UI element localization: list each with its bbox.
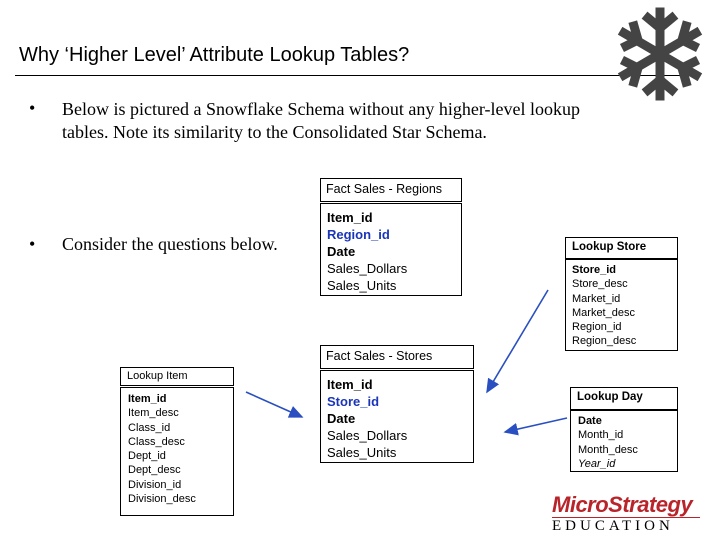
field-market-desc: Market_desc [572,306,635,319]
arrow-item-to-stores [246,392,302,417]
fact-regions-title: Fact Sales - Regions [320,178,462,202]
field-region-id: Region_id [572,321,622,334]
field-store-id: Store_id [327,394,380,409]
field-date: Date [327,411,356,426]
fact-stores-title: Fact Sales - Stores [320,345,474,369]
bullet-marker: • [29,98,36,118]
arrow-store-to-stores [487,290,548,392]
bullet-line: Below is pictured a Snowflake Schema without any higher-level lookup [62,99,581,119]
field-sales-units: Sales_Units [327,445,397,460]
field-sales-units: Sales_Units [327,278,397,293]
logo-brand: MicroStrategy [552,492,693,517]
field-division-desc: Division_desc [128,493,196,506]
field-region-id: Region_id [327,227,390,242]
lookup-item-title: Lookup Item [120,367,234,386]
field-store-id: Store_id [572,264,617,276]
field-date: Date [578,415,602,427]
field-year-id: Year_id [578,457,616,470]
logo-tagline: EDUCATION [552,518,674,534]
field-region-desc: Region_desc [572,335,637,348]
field-dept-id: Dept_id [128,450,166,463]
slide-title: Why ‘Higher Level’ Attribute Lookup Tables? [19,44,410,66]
field-month-desc: Month_desc [578,443,638,456]
field-date: Date [327,244,356,259]
field-sales-dollars: Sales_Dollars [327,261,408,276]
field-item-id: Item_id [327,210,373,225]
field-item-id: Item_id [128,393,167,405]
microstrategy-logo [552,492,692,518]
lookup-store-title: Lookup Store [565,237,678,259]
bullet-marker: • [29,234,36,254]
arrow-day-to-stores [505,418,567,432]
field-store-desc: Store_desc [572,278,628,291]
field-item-id: Item_id [327,377,373,392]
field-item-desc: Item_desc [128,407,179,420]
field-market-id: Market_id [572,292,621,305]
bullet-line: tables. Note its similarity to the Consolidated Star Schema. [62,122,487,142]
bullet-text-2: Consider the questions below. [62,234,278,254]
field-division-id: Division_id [128,478,182,491]
field-class-id: Class_id [128,421,171,434]
field-dept-desc: Dept_desc [128,464,181,477]
field-month-id: Month_id [578,429,624,442]
lookup-day-title: Lookup Day [570,387,678,410]
field-class-desc: Class_desc [128,435,185,448]
field-sales-dollars: Sales_Dollars [327,428,408,443]
